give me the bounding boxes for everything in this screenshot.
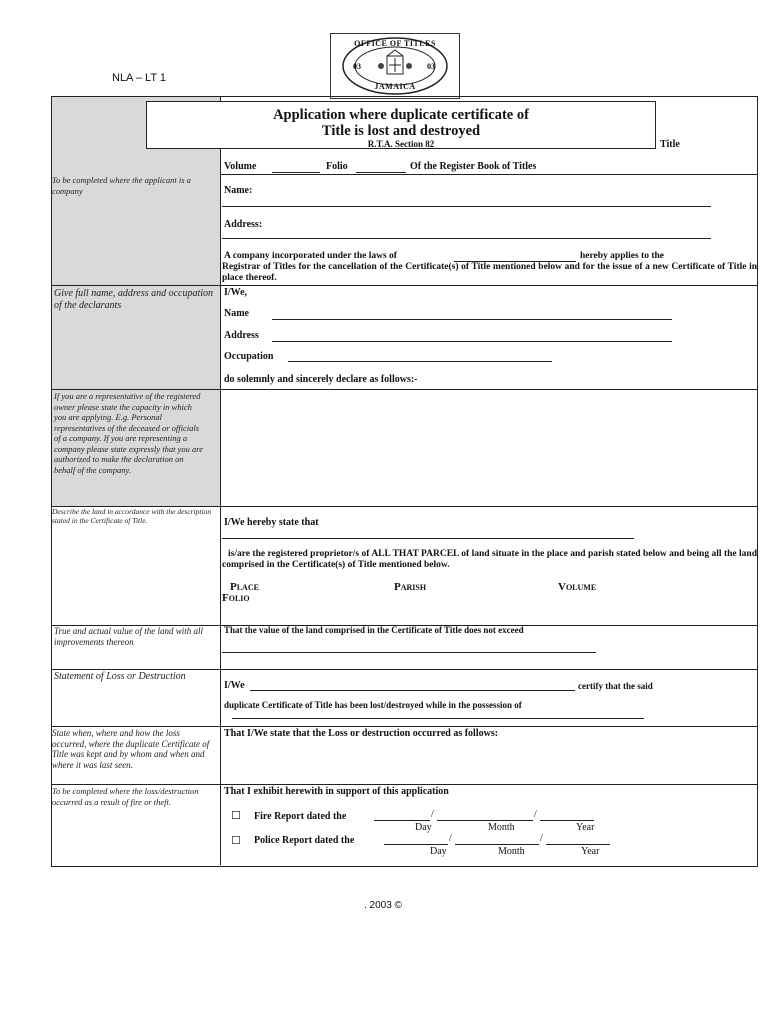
declarant-address-label: Address <box>224 330 259 341</box>
fire-report-day-field[interactable] <box>374 820 430 821</box>
parcel-text: is/are the registered proprietor/s of ALL THAT PARCEL of land situate in the place and parish stated below and being all the land comprised in the Certificate(s) of Title mentioned below. <box>222 549 757 570</box>
fire-note: To be completed where the loss/destruction occurred as a result of fire or theft. <box>52 786 199 807</box>
value-note: True and actual value of the land with all improvements thereon <box>54 626 203 647</box>
incorporated-text-b: hereby applies to the <box>580 251 665 261</box>
land-note: Describe the land in accordance with the description stated in the Certificate of Title. <box>52 507 212 525</box>
value-text: That the value of the land comprised in the Certificate of Title does not exceed <box>224 625 524 635</box>
police-year-caption: Year <box>581 846 600 857</box>
police-report-month-field[interactable] <box>455 844 539 845</box>
declarant-occupation-field[interactable] <box>288 361 552 362</box>
possession-of-field[interactable] <box>232 718 644 719</box>
declarants-iwe: I/We, <box>224 287 248 298</box>
volume-field[interactable] <box>272 172 320 173</box>
incorporated-text-a: A company incorporated under the laws of <box>224 251 397 261</box>
folio-column-label: Folio <box>222 592 250 604</box>
row-divider <box>52 726 757 727</box>
folio-field[interactable] <box>356 172 406 173</box>
duplicate-lost-text: duplicate Certificate of Title has been lost/destroyed while in the possession of <box>224 700 522 710</box>
police-report-year-field[interactable] <box>546 844 610 845</box>
company-name-field[interactable] <box>222 206 711 207</box>
loss-note: Statement of Loss or Destruction <box>54 671 186 682</box>
loss-iwe: I/We <box>224 680 245 691</box>
place-column-label: Place <box>230 581 259 593</box>
fire-day-caption: Day <box>415 822 432 833</box>
loss-name-field[interactable] <box>250 690 575 691</box>
form-title-line1: Application where duplicate certificate of <box>273 107 529 123</box>
fire-report-checkbox[interactable]: ☐ <box>231 810 241 822</box>
form-code: NLA – LT 1 <box>112 72 167 84</box>
seal-number-left: 03 <box>353 62 361 71</box>
register-book-label: Of the Register Book of Titles <box>410 161 537 172</box>
row-divider <box>52 784 757 785</box>
occurred-description-area[interactable] <box>222 742 757 784</box>
form-title-section: R.T.A. Section 82 <box>367 139 435 149</box>
parish-column-label: Parish <box>394 581 427 593</box>
exhibit-text: That I exhibit herewith in support of this application <box>224 786 449 797</box>
company-address-field[interactable] <box>222 238 711 239</box>
fire-month-caption: Month <box>488 822 515 833</box>
occurred-text: That I/We state that the Loss or destruction occurred as follows: <box>224 728 499 739</box>
row-divider <box>221 174 757 175</box>
fire-report-year-field[interactable] <box>540 820 594 821</box>
company-name-label: Name: <box>224 185 253 196</box>
incorporated-text-c: Registrar of Titles for the cancellation of the Certificate(s) of Title mentioned below and for the issue of a new Certificate of Title in place thereof. <box>222 262 757 283</box>
fire-report-month-field[interactable] <box>437 820 533 821</box>
seal-number-right: 03 <box>427 62 435 71</box>
row-divider <box>52 285 757 286</box>
fire-report-label: Fire Report dated the <box>254 811 347 822</box>
form-title-box <box>146 101 656 149</box>
representative-note: If you are a representative of the registered owner please state the capacity in which you are applying. E.g. Personal representatives of the deceased or officials of a company. If you are representing a company please state expressly that you are authorized to make the declaration on behalf of the company. <box>54 391 204 475</box>
form-title-line2: Title is lost and destroyed <box>321 123 481 139</box>
declarant-occupation-label: Occupation <box>224 351 274 362</box>
representative-capacity-area[interactable] <box>222 390 757 506</box>
seal-text-top: OFFICE OF TITLES <box>354 39 436 48</box>
volume-column-label: Volume <box>558 581 597 593</box>
police-report-day-field[interactable] <box>384 844 448 845</box>
row-divider <box>52 669 757 670</box>
police-report-label: Police Report dated the <box>254 835 355 846</box>
declarants-note: Give full name, address and occupation of the declarants <box>54 288 214 311</box>
office-of-titles-seal <box>330 33 460 99</box>
police-day-caption: Day <box>430 846 447 857</box>
declarant-name-field[interactable] <box>272 319 672 320</box>
company-note: To be completed where the applicant is a company <box>52 175 191 196</box>
volume-label: Volume <box>224 161 257 172</box>
loss-certify-text: certify that the said <box>578 681 653 691</box>
company-address-label: Address: <box>224 219 263 230</box>
police-report-checkbox[interactable]: ☐ <box>231 835 241 847</box>
fire-year-caption: Year <box>576 822 595 833</box>
declarant-name-label: Name <box>224 308 249 319</box>
title-side-label: Title <box>660 139 680 150</box>
declare-text: do solemnly and sincerely declare as follows:- <box>224 374 418 385</box>
proprietor-name-field[interactable] <box>222 538 634 539</box>
occurred-note: State when, where and how the loss occurred, where the duplicate Certificate of Title was kept and by whom and when and where it was last seen. <box>52 728 210 770</box>
declarant-address-field[interactable] <box>272 341 672 342</box>
column-divider <box>220 97 221 865</box>
folio-label: Folio <box>326 161 348 172</box>
seal-text-bottom: JAMAICA <box>374 82 416 91</box>
land-state-text: I/We hereby state that <box>224 517 319 528</box>
copyright-footer: . 2003 © <box>364 900 402 911</box>
police-month-caption: Month <box>498 846 525 857</box>
value-amount-field[interactable] <box>222 652 596 653</box>
